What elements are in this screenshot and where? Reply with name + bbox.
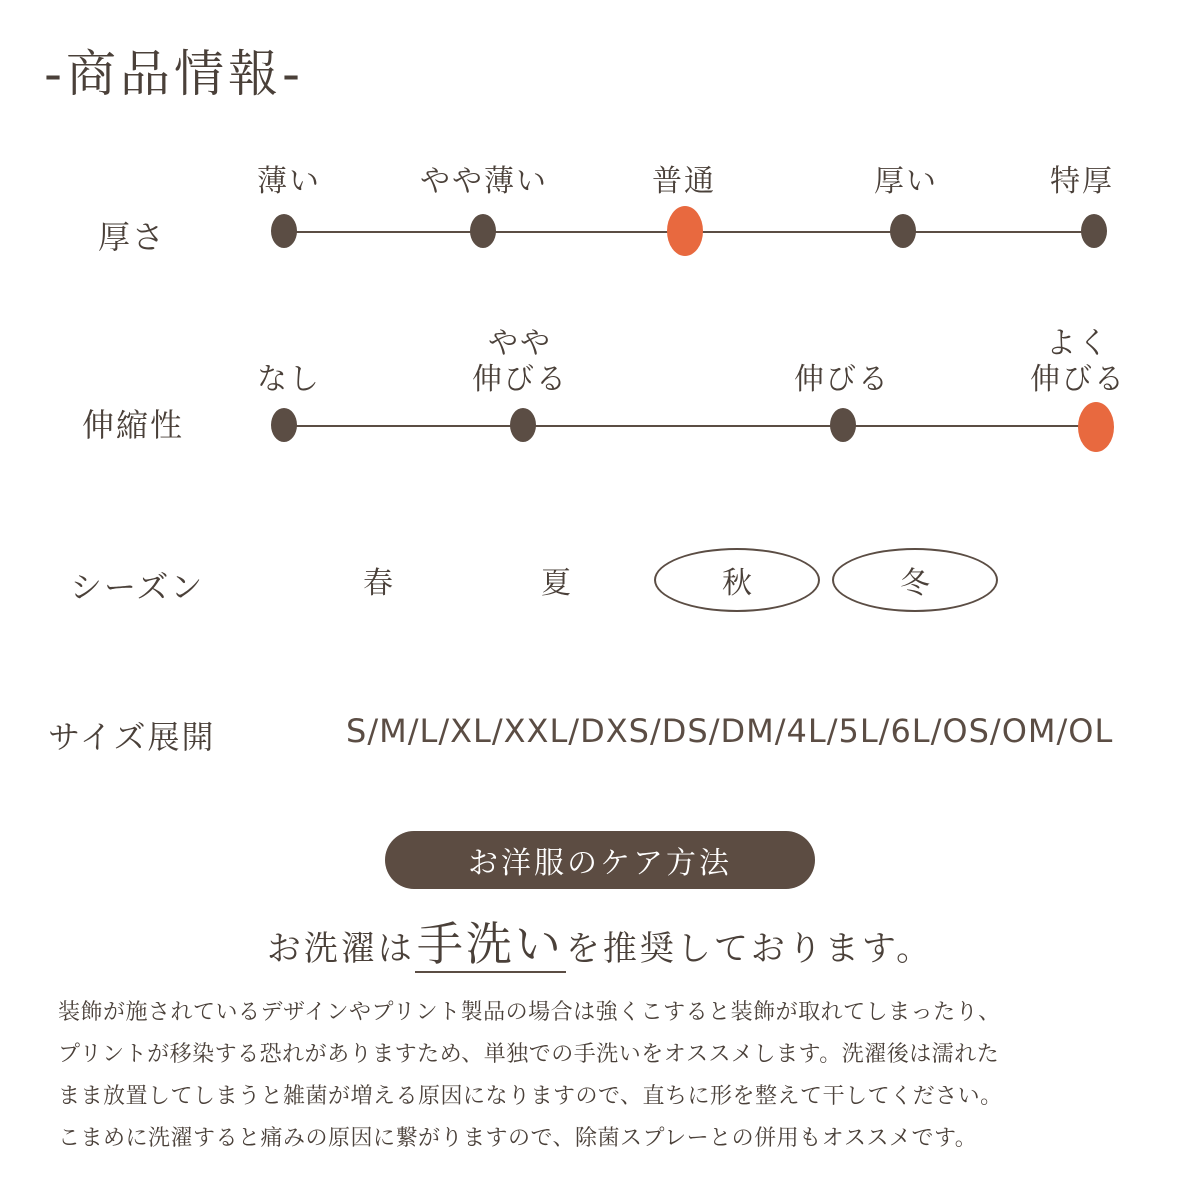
thickness-level-label: やや薄い <box>420 164 548 199</box>
thickness-label: 厚さ <box>98 218 167 256</box>
care-badge: お洋服のケア方法 <box>385 831 815 889</box>
stretch-dot-selected <box>1078 402 1114 452</box>
thickness-level-label: 特厚 <box>1050 164 1114 199</box>
thickness-dot <box>271 214 297 248</box>
thickness-dot <box>890 214 916 248</box>
stretch-level-label: やや 伸びる <box>472 326 568 397</box>
stretch-level-label: 伸びる <box>794 362 890 397</box>
sizes-label: サイズ展開 <box>48 718 216 756</box>
stretch-dot <box>271 408 297 442</box>
thickness-dot <box>470 214 496 248</box>
care-headline-prefix: お洗濯は <box>266 929 415 969</box>
season-winter-selected: 冬 <box>832 548 998 612</box>
page-title: -商品情報- <box>44 45 305 103</box>
thickness-level-label: 厚い <box>874 164 938 199</box>
season-summer: 夏 <box>541 566 571 601</box>
season-autumn-selected: 秋 <box>654 548 820 612</box>
care-body-text: 装飾が施されているデザインやプリント製品の場合は強くこすると装飾が取れてしまったり、 プリントが移染する恐れがありますため、単独での手洗いをオススメします。洗濯後は濡れた まま放置してしまうと雑菌が増える原因になりますので、直ちに形を整えて干してください。 こまめに洗濯すると痛みの原因に繋がりますので、除菌スプレーとの併用もオススメです。 <box>58 1000 1003 1151</box>
stretch-label: 伸縮性 <box>82 406 185 444</box>
stretch-track <box>284 425 1096 427</box>
stretch-dot <box>510 408 536 442</box>
thickness-dot-selected <box>667 206 703 256</box>
thickness-level-label: 普通 <box>652 164 716 199</box>
stretch-level-label: よく 伸びる <box>1030 326 1126 397</box>
season-label: シーズン <box>70 568 205 606</box>
thickness-level-label: 薄い <box>257 164 321 199</box>
care-headline <box>0 908 1200 974</box>
sizes-list: S/M/L/XL/XXL/DXS/DS/DM/4L/5L/6L/OS/OM/OL <box>346 712 1114 750</box>
thickness-dot <box>1081 214 1107 248</box>
care-headline-suffix: を推奨しております。 <box>565 929 934 969</box>
care-headline-emphasis: 手洗い <box>416 917 564 971</box>
season-spring: 春 <box>363 566 393 601</box>
stretch-dot <box>830 408 856 442</box>
stretch-level-label: なし <box>257 362 321 397</box>
